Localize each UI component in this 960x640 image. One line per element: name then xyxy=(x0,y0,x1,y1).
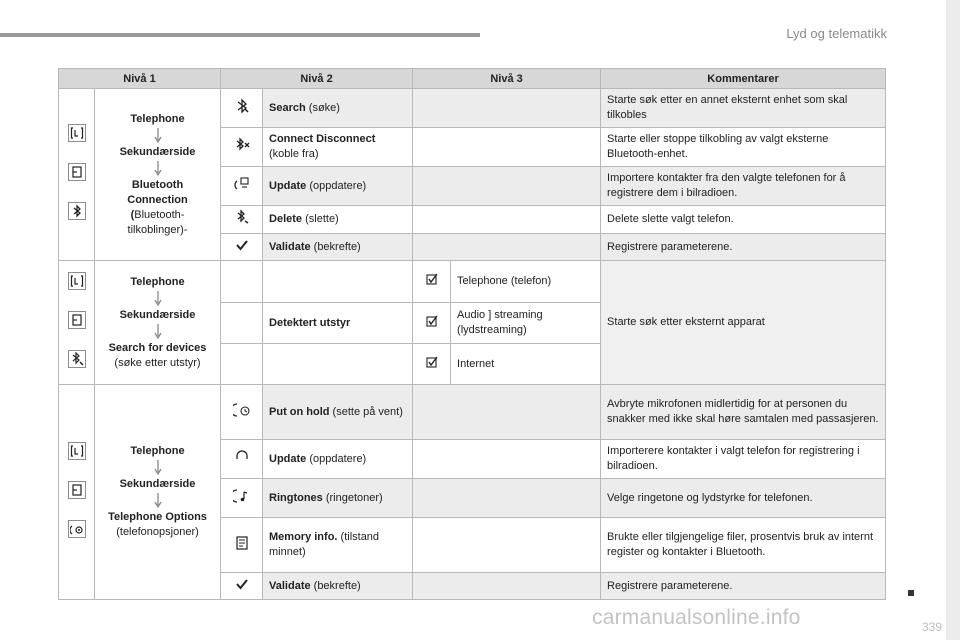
comment-cell: Registrere parameterene. xyxy=(601,573,886,600)
nav-secondary-page: Sekundærside xyxy=(119,478,196,490)
group2-icons xyxy=(59,261,95,385)
connect-disconnect-icon xyxy=(221,128,263,167)
level2-translation: (ringetoner) xyxy=(322,491,383,504)
memory-info-icon xyxy=(221,518,263,573)
level3-cell xyxy=(413,385,601,440)
level2-translation: (oppdatere) xyxy=(306,452,367,465)
secondary-page-icon xyxy=(68,163,86,181)
level2-translation: (bekrefte) xyxy=(310,579,361,592)
level2-translation: (tilstand minnet) xyxy=(269,531,380,558)
level2-label: Update xyxy=(269,179,307,192)
table-row xyxy=(59,261,886,303)
checkmark-icon xyxy=(221,234,263,261)
level3-cell xyxy=(413,479,601,518)
nav-search-for-devices: Search for devices xyxy=(108,341,207,354)
level3-cell: Audio ] streaming (lydstreaming) xyxy=(451,302,601,344)
level2-label: Validate xyxy=(269,579,311,592)
level2-cell xyxy=(263,440,413,479)
level3-cell xyxy=(413,89,601,128)
update-icon xyxy=(221,440,263,479)
level2-cell xyxy=(263,479,413,518)
nav-secondary-page: Sekundærside xyxy=(119,308,196,321)
level2-cell xyxy=(263,385,413,440)
group3-icons xyxy=(59,385,95,600)
end-of-section-marker xyxy=(908,590,914,596)
level2-cell xyxy=(263,167,413,206)
col-header-level2: Nivå 2 xyxy=(221,69,413,89)
level2-translation: (koble fra) xyxy=(269,148,319,160)
paren-open: ( xyxy=(130,208,135,221)
nav-search-for-devices-sub: (søke etter utstyr) xyxy=(114,356,201,369)
group3-path xyxy=(95,385,221,600)
nav-telephone: Telephone xyxy=(130,275,185,288)
level3-cell xyxy=(413,518,601,573)
put-on-hold-icon xyxy=(221,385,263,440)
level2-cell xyxy=(263,261,413,303)
comment-cell: Velge ringetone og lydstyrke for telefonen. xyxy=(601,479,886,518)
telephone-options-icon xyxy=(68,520,86,538)
level2-cell xyxy=(263,234,413,261)
level2-translation: (slette) xyxy=(302,213,339,225)
level3-cell xyxy=(413,128,601,167)
ringtone-icon xyxy=(221,479,263,518)
table-row xyxy=(59,89,886,128)
col-header-comments: Kommentarer xyxy=(601,69,886,89)
nav-bluetooth-connection-sub: Bluetooth-tilkoblinger)- xyxy=(127,208,188,236)
level2-label: Connect Disconnect xyxy=(269,133,376,145)
level2-translation: (oppdatere) xyxy=(306,179,367,192)
level2-label: Delete xyxy=(269,213,303,225)
secondary-page-icon xyxy=(68,311,86,329)
menu-table xyxy=(58,68,886,600)
arrow-down-icon xyxy=(153,161,163,177)
col-header-level3: Nivå 3 xyxy=(413,69,601,89)
level2-translation: (sette på vent) xyxy=(329,405,403,418)
empty-icon-cell xyxy=(221,302,263,344)
checkbox-icon xyxy=(413,261,451,303)
comment-cell: Starte eller stoppe tilkobling av valgt eksterne Bluetooth-enhet. xyxy=(601,128,886,167)
level2-cell xyxy=(263,344,413,385)
checkbox-icon xyxy=(413,344,451,385)
level2-label: Detektert utstyr xyxy=(269,316,351,329)
arrow-down-icon xyxy=(153,128,163,144)
level3-cell: Internet xyxy=(451,344,601,385)
level2-translation: (søke) xyxy=(305,101,340,114)
section-title: Lyd og telematikk xyxy=(786,26,887,41)
level2-cell xyxy=(263,89,413,128)
nav-secondary-page: Sekundærside xyxy=(119,145,196,158)
level3-cell xyxy=(413,234,601,261)
watermark: carmanualsonline.info xyxy=(592,606,801,629)
nav-telephone: Telephone xyxy=(130,445,185,457)
phone-icon xyxy=(68,124,86,142)
comment-cell: Delete slette valgt telefon. xyxy=(601,206,886,234)
arrow-down-icon xyxy=(153,324,163,340)
page-edge-strip xyxy=(946,0,960,640)
group1-path xyxy=(95,89,221,261)
level3-cell: Telephone (telefon) xyxy=(451,261,601,303)
phone-icon xyxy=(68,442,86,460)
level2-cell xyxy=(263,206,413,234)
search-devices-icon xyxy=(68,350,86,368)
level2-label: Validate xyxy=(269,240,311,253)
level2-label: Search xyxy=(269,101,306,114)
nav-telephone-options: Telephone Options xyxy=(108,511,207,523)
empty-icon-cell xyxy=(221,261,263,303)
comment-cell: Importere kontakter fra den valgte telefonen for å registrere dem i bilradioen. xyxy=(601,167,886,206)
comment-cell: Avbryte mikrofonen midlertidig for at personen du snakker med ikke skal høre samtalen med passasjeren. xyxy=(601,385,886,440)
checkbox-icon xyxy=(413,302,451,344)
comment-cell: Starte søk etter en annet eksternt enhet som skal tilkobles xyxy=(601,89,886,128)
delete-icon xyxy=(221,206,263,234)
secondary-page-icon xyxy=(68,481,86,499)
table-row xyxy=(59,385,886,440)
level2-label: Memory info. xyxy=(269,531,338,543)
group1-icons xyxy=(59,89,95,261)
level2-cell xyxy=(263,573,413,600)
nav-telephone: Telephone xyxy=(130,112,185,125)
level2-label: Update xyxy=(269,452,307,465)
level3-cell xyxy=(413,573,601,600)
level3-cell xyxy=(413,206,601,234)
empty-icon-cell xyxy=(221,344,263,385)
nav-bluetooth-connection: Bluetooth Connection xyxy=(127,178,188,206)
update-contacts-icon xyxy=(221,167,263,206)
nav-telephone-options-sub: (telefonopsjoner) xyxy=(116,526,199,538)
group2-path xyxy=(95,261,221,385)
table-header-row xyxy=(59,69,886,89)
comment-cell: Brukte eller tilgjengelige filer, prosentvis bruk av internt register og kontakter i Bluetooth. xyxy=(601,518,886,573)
arrow-down-icon xyxy=(153,291,163,307)
checkmark-icon xyxy=(221,573,263,600)
page-number: 339 xyxy=(921,620,942,634)
level2-translation: (bekrefte) xyxy=(310,240,361,253)
level2-cell xyxy=(263,128,413,167)
level2-label: Ringtones xyxy=(269,491,323,504)
comment-cell: Registrere parameterene. xyxy=(601,234,886,261)
col-header-level1: Nivå 1 xyxy=(59,69,221,89)
bluetooth-icon xyxy=(68,202,86,220)
arrow-down-icon xyxy=(153,460,163,476)
level3-cell xyxy=(413,440,601,479)
level3-cell xyxy=(413,167,601,206)
comment-cell: Starte søk etter eksternt apparat xyxy=(601,261,886,385)
phone-icon xyxy=(68,272,86,290)
search-icon xyxy=(221,89,263,128)
level2-label: Put on hold xyxy=(269,405,330,418)
level2-cell xyxy=(263,302,413,344)
comment-cell: Importerere kontakter i valgt telefon for registrering i bilradioen. xyxy=(601,440,886,479)
arrow-down-icon xyxy=(153,493,163,509)
header-rule xyxy=(0,33,480,37)
level2-cell xyxy=(263,518,413,573)
